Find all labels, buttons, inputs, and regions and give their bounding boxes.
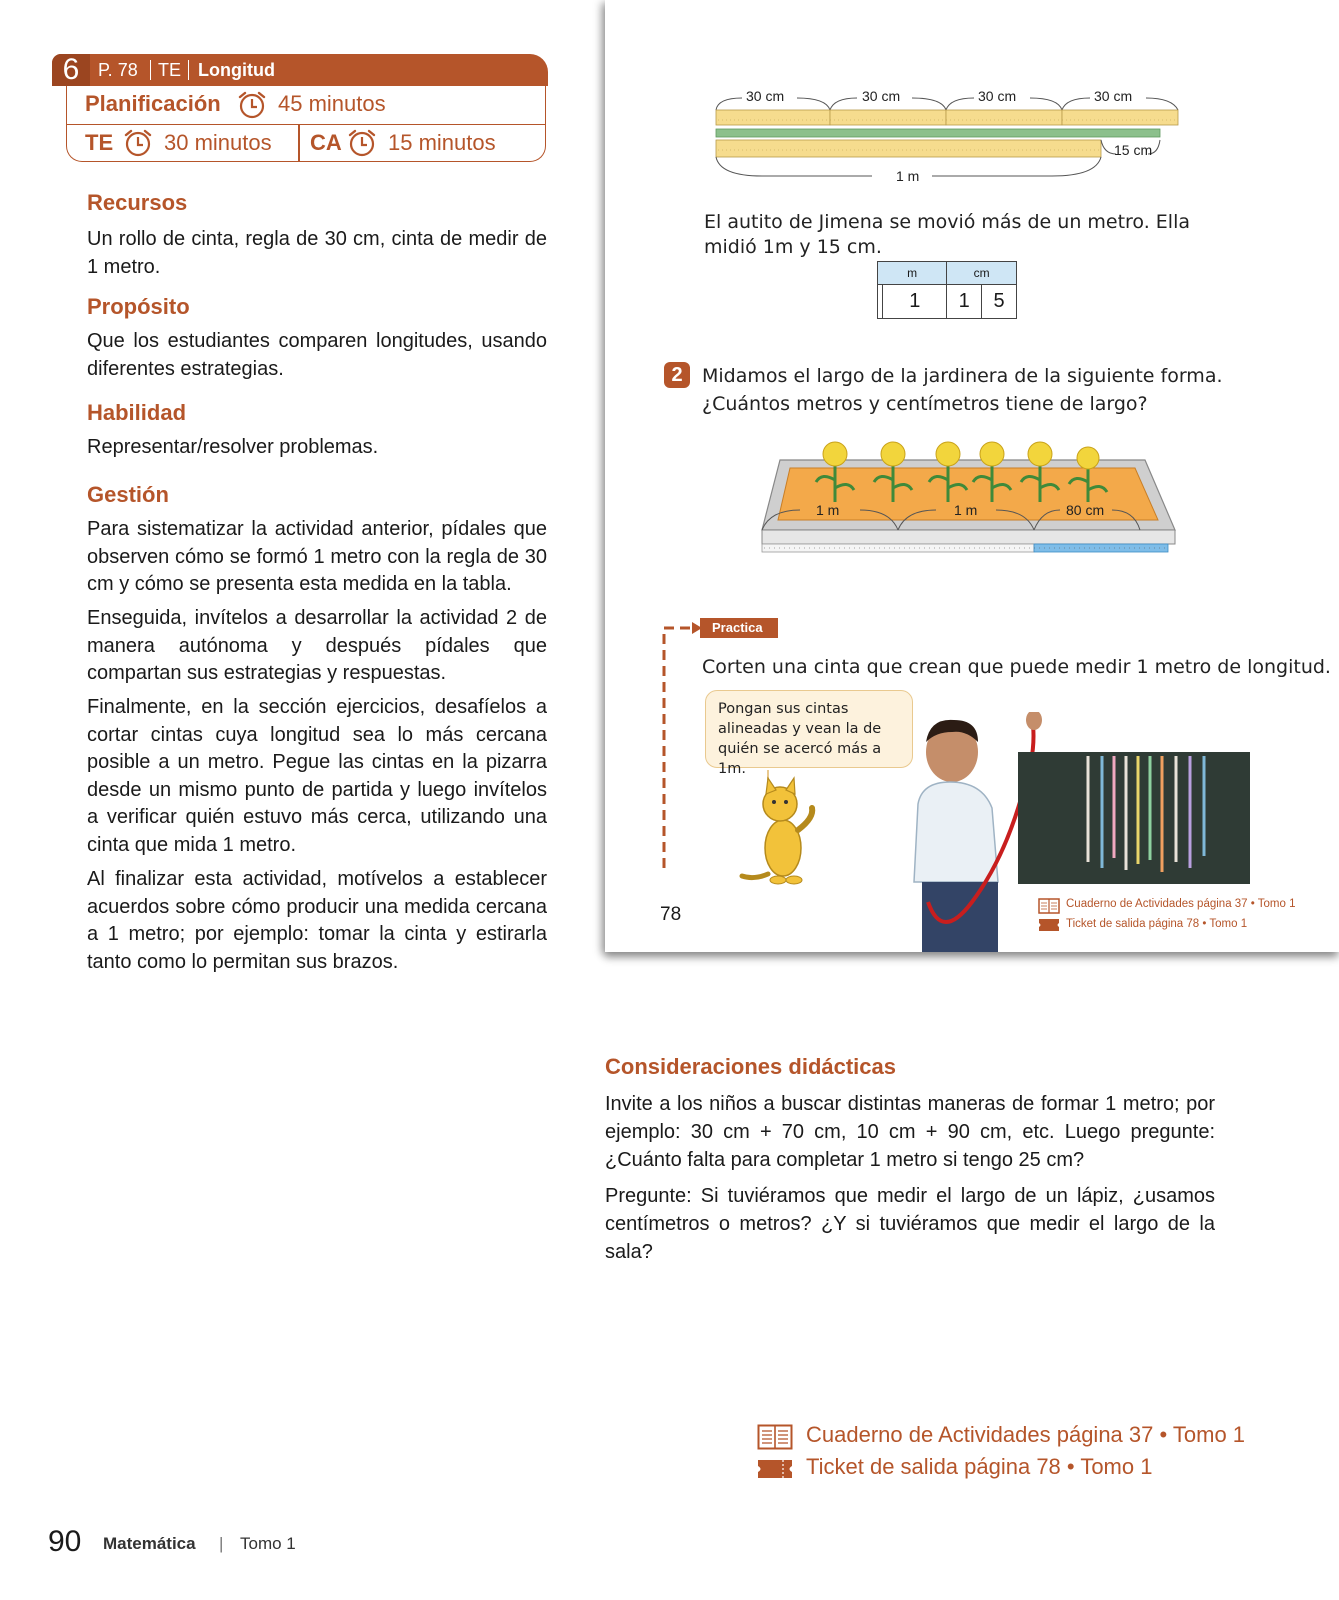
ruler-extra-label: 15 cm: [1114, 142, 1153, 158]
question-line: ¿Cuántos metros y centímetros tiene de largo?: [702, 393, 1148, 415]
book-text-line: El autito de Jimena se movió más de un metro. Ella: [704, 211, 1191, 233]
section-title-gestion: Gestión: [87, 482, 169, 507]
alarm-clock-icon: [347, 128, 377, 158]
consideraciones-paragraph: Invite a los niños a buscar distintas maneras de formar 1 metro; por ejemplo: 30 cm + 70 cm, 10 cm + 90 cm, etc. Luego pregunte: ¿Cuánto falta para completar 1 metro si tengo 25 cm?: [605, 1093, 1215, 1171]
practica-text: Corten una cinta que crean que puede medir 1 metro de longitud.: [702, 656, 1331, 678]
section-title-habilidad: Habilidad: [87, 400, 187, 425]
gestion-paragraph: Para sistematizar la actividad anterior, pídales que observen cómo se formó 1 metro con la regla de 30 cm y cómo se presenta esta medida en la tabla.: [87, 518, 547, 595]
ticket-icon: [757, 1458, 793, 1480]
planter-label: 1 m: [954, 502, 978, 518]
practica-tag: Practica: [700, 618, 778, 638]
cat-mascot-icon: [728, 770, 828, 890]
planter-illustration: [760, 440, 1180, 560]
lesson-topic: Longitud: [198, 60, 275, 80]
recursos-text: Un rollo de cinta, regla de 30 cm, cinta de medir de 1 metro.: [87, 228, 547, 278]
consideraciones-paragraph: Pregunte: Si tuviéramos que medir el largo de un lápiz, ¿usamos centímetros o metros? ¿Y si tuviéramos que medir el largo de la sala?: [605, 1185, 1215, 1263]
ruler-total-label: 1 m: [896, 168, 920, 184]
question-text: [702, 362, 1223, 418]
workbook-reference: Cuaderno de Actividades página 37 • Tomo 1: [806, 1422, 1246, 1447]
te-time: 30 minutos: [164, 130, 272, 155]
te-label: TE: [158, 60, 182, 80]
planning-box: [66, 86, 546, 162]
measurement-table: [877, 261, 1017, 319]
bubble-line: alineadas y vean la de: [718, 721, 882, 737]
gestion-paragraph: Enseguida, invítelos a desarrollar la actividad 2 de manera autónoma y después pídales que compartan sus estrategias y respuestas.: [87, 607, 547, 684]
table-cell: 5: [982, 285, 1017, 319]
divider: [188, 60, 189, 80]
ruler-segment: [716, 110, 830, 125]
ruler-segment: [1062, 110, 1178, 125]
measuring-tape: [716, 129, 1160, 137]
ruler-label: 30 cm: [746, 88, 785, 104]
footer-subject: Matemática: [103, 1534, 196, 1553]
alarm-clock-icon: [237, 90, 267, 120]
table-cell: 1: [947, 285, 982, 319]
footer-volume: Tomo 1: [240, 1534, 296, 1553]
bubble-line: quién se acercó más a 1m.: [718, 741, 882, 777]
gestion-paragraph: Al finalizar esta actividad, motívelos a establecer acuerdos sobre cómo producir una medida cercana a 1 metro; por ejemplo: tomar la cinta y estirarla tanto como lo permitan sus brazos.: [87, 868, 547, 973]
planning-time: 45 minutos: [278, 91, 386, 116]
book-text: [704, 210, 1190, 260]
divider: [150, 60, 151, 80]
habilidad-text: Representar/resolver problemas.: [87, 436, 379, 458]
te-time-label: TE: [85, 130, 114, 155]
book-text-line: midió 1m y 15 cm.: [704, 236, 882, 258]
section-title-proposito: Propósito: [87, 294, 190, 319]
ticket-reference: Ticket de salida página 78 • Tomo 1: [1066, 918, 1248, 930]
ruler-segment: [946, 110, 1062, 125]
question-line: Midamos el largo de la jardinera de la siguiente forma.: [702, 365, 1223, 387]
planning-label: Planificación: [85, 91, 221, 116]
question-number: 2: [664, 362, 690, 388]
ca-time: 15 minutos: [388, 130, 496, 155]
ca-time-label: CA: [310, 130, 342, 155]
proposito-text: Que los estudiantes comparen longitudes, usando diferentes estrategias.: [87, 330, 547, 380]
ruler-segment: [830, 110, 946, 125]
table-header-cm: cm: [947, 262, 1017, 285]
ruler-label: 30 cm: [1094, 88, 1133, 104]
lesson-header: [52, 54, 548, 86]
speech-bubble: [705, 690, 913, 777]
book-page-number: 78: [660, 904, 682, 925]
planter-label: 80 cm: [1066, 502, 1105, 518]
ticket-icon: [1038, 918, 1060, 932]
planter-label: 1 m: [816, 502, 840, 518]
ruler-label: 30 cm: [978, 88, 1017, 104]
bubble-line: Pongan sus cintas: [718, 701, 849, 717]
section-title-consideraciones: Consideraciones didácticas: [605, 1054, 896, 1079]
notebook-icon: [1038, 898, 1060, 914]
practica-bracket: [656, 618, 706, 874]
lesson-number: 6: [52, 54, 90, 86]
alarm-clock-icon: [123, 128, 153, 158]
table-header-m: m: [878, 262, 947, 285]
footer-separator: |: [219, 1534, 224, 1553]
page-number: 90: [48, 1525, 82, 1558]
page-reference: P. 78: [98, 60, 138, 80]
planning-row: [67, 86, 545, 125]
workbook-reference: Cuaderno de Actividades página 37 • Tomo 1: [1066, 898, 1296, 910]
notebook-icon: [757, 1424, 793, 1450]
ruler-label: 30 cm: [862, 88, 901, 104]
chalkboard-photo: [1018, 752, 1250, 884]
table-cell: 1: [883, 285, 947, 319]
divider: [298, 124, 300, 162]
gestion-paragraph: Finalmente, en la sección ejercicios, desafíelos a cortar cintas cuya longitud sea lo más cercana posible a un metro. Pegue las cintas en la pizarra desde un mismo punto de partida y luego invítelos a verificar quién estuvo más cerca, utilizando una cinta que mida 1 metro.: [87, 696, 547, 856]
meter-ruler: [716, 140, 1101, 157]
section-title-recursos: Recursos: [87, 190, 188, 215]
ticket-reference: Ticket de salida página 78 • Tomo 1: [806, 1454, 1153, 1479]
